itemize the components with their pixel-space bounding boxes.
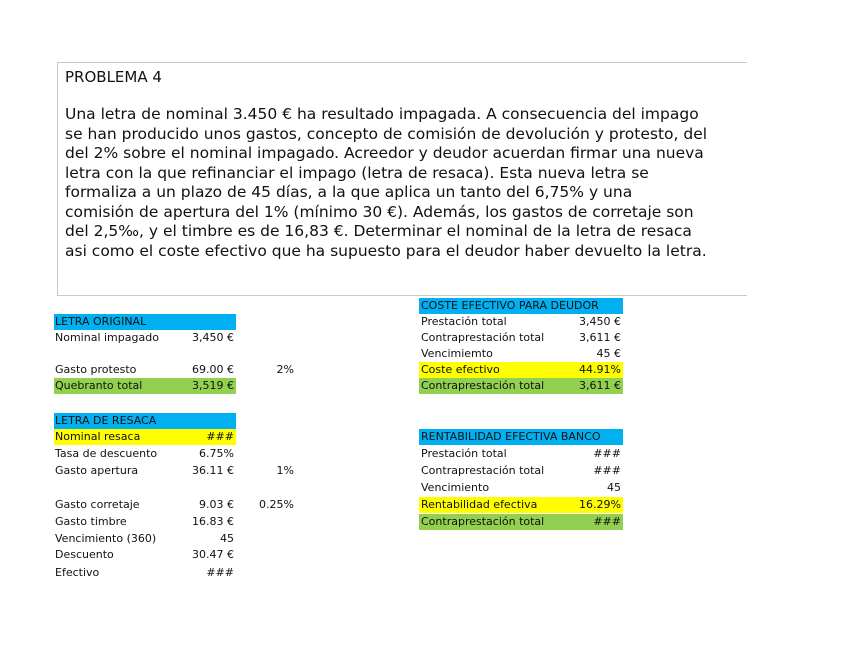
letra-resaca-header: LETRA DE RESACA [55, 414, 157, 427]
rentabilidad-efectiva-label: Rentabilidad efectiva [421, 498, 538, 511]
gasto-corretaje-label: Gasto corretaje [55, 498, 140, 511]
quebranto-total-value: 3,519 € [192, 379, 234, 392]
problem-line: comisión de apertura del 1% (mínimo 30 €). Además, los gastos de corretaje son [65, 202, 694, 221]
efectivo-value: ### [206, 566, 234, 579]
tasa-descuento-label: Tasa de descuento [55, 447, 158, 460]
rentabilidad-banco-header: RENTABILIDAD EFECTIVA BANCO [421, 430, 601, 443]
tasa-descuento-value: 6.75% [199, 447, 234, 460]
problem-line: asi como el coste efectivo que ha supuesto para el deudor haber devuelto la letra. [65, 241, 707, 260]
vencimiento-value: 45 [220, 532, 234, 545]
rent-vencimiento-value: 45 [607, 481, 621, 494]
quebranto-total-label: Quebranto total [55, 379, 143, 392]
gasto-apertura-value: 36.11 € [192, 464, 234, 477]
rent-contraprestacion-total-value: ### [593, 515, 621, 528]
coste-prestacion-value: 3,450 € [579, 315, 621, 328]
nominal-resaca-label: Nominal resaca [55, 430, 141, 443]
efectivo-label: Efectivo [55, 566, 100, 579]
rent-prestacion-value: ### [593, 447, 621, 460]
gasto-protesto-pct: 2% [276, 363, 294, 376]
rent-contraprestacion-label: Contraprestación total [421, 464, 545, 477]
problem-statement-box [57, 62, 747, 296]
problem-line: del 2,5‰, y el timbre es de 16,83 €. Determinar el nominal de la letra de resaca [65, 222, 692, 240]
gasto-protesto-label: Gasto protesto [55, 363, 137, 376]
coste-prestacion-label: Prestación total [421, 315, 507, 328]
gasto-apertura-label: Gasto apertura [55, 464, 139, 477]
rent-contraprestacion-total-label: Contraprestación total [421, 515, 545, 528]
coste-contraprestacion-total-label: Contraprestación total [421, 379, 545, 392]
problem-line: del 2% sobre el nominal impagado. Acreedor y deudor acuerdan firmar una nueva [65, 144, 704, 162]
gasto-timbre-value: 16.83 € [192, 515, 234, 528]
coste-contraprestacion-total-value: 3,611 € [579, 379, 621, 392]
gasto-apertura-pct: 1% [276, 464, 294, 477]
nominal-resaca-value: ### [206, 430, 234, 443]
coste-efectivo-label: Coste efectivo [421, 363, 500, 376]
problem-line: se han producido unos gastos, concepto de comisión de devolución y protesto, del [65, 124, 708, 143]
coste-contraprestacion-value: 3,611 € [579, 331, 621, 344]
coste-contraprestacion-label: Contraprestación total [421, 331, 545, 344]
nominal-impagado-value: 3,450 € [192, 331, 234, 344]
gasto-corretaje-pct: 0.25% [259, 498, 294, 511]
problem-line: formaliza a un plazo de 45 días, a la que aplica un tanto del 6,75% y una [65, 183, 633, 201]
problem-line: letra con la que refinanciar el impago (letra de resaca). Esta nueva letra se [65, 163, 649, 182]
gasto-corretaje-value: 9.03 € [199, 498, 234, 511]
vencimiento-label: Vencimiento (360) [55, 532, 157, 545]
coste-deudor-header: COSTE EFECTIVO PARA DEUDOR [421, 299, 599, 312]
coste-vencimiento-label: Vencimiemto [421, 347, 493, 360]
rent-vencimiento-label: Vencimiento [421, 481, 490, 494]
problem-line: Una letra de nominal 3.450 € ha resultado impagada. A consecuencia del impago [65, 105, 699, 123]
nominal-impagado-label: Nominal impagado [55, 331, 159, 344]
coste-efectivo-value: 44.91% [579, 363, 621, 376]
letra-original-header: LETRA ORIGINAL [55, 315, 147, 328]
problem-title: PROBLEMA 4 [65, 68, 162, 86]
coste-vencimiento-value: 45 € [596, 347, 621, 360]
rent-prestacion-label: Prestación total [421, 447, 507, 460]
descuento-value: 30.47 € [192, 548, 234, 561]
gasto-timbre-label: Gasto timbre [55, 515, 127, 528]
problem-text [65, 105, 747, 261]
rentabilidad-efectiva-value: 16.29% [579, 498, 621, 511]
rent-contraprestacion-value: ### [593, 464, 621, 477]
gasto-protesto-value: 69.00 € [192, 363, 234, 376]
descuento-label: Descuento [55, 548, 114, 561]
